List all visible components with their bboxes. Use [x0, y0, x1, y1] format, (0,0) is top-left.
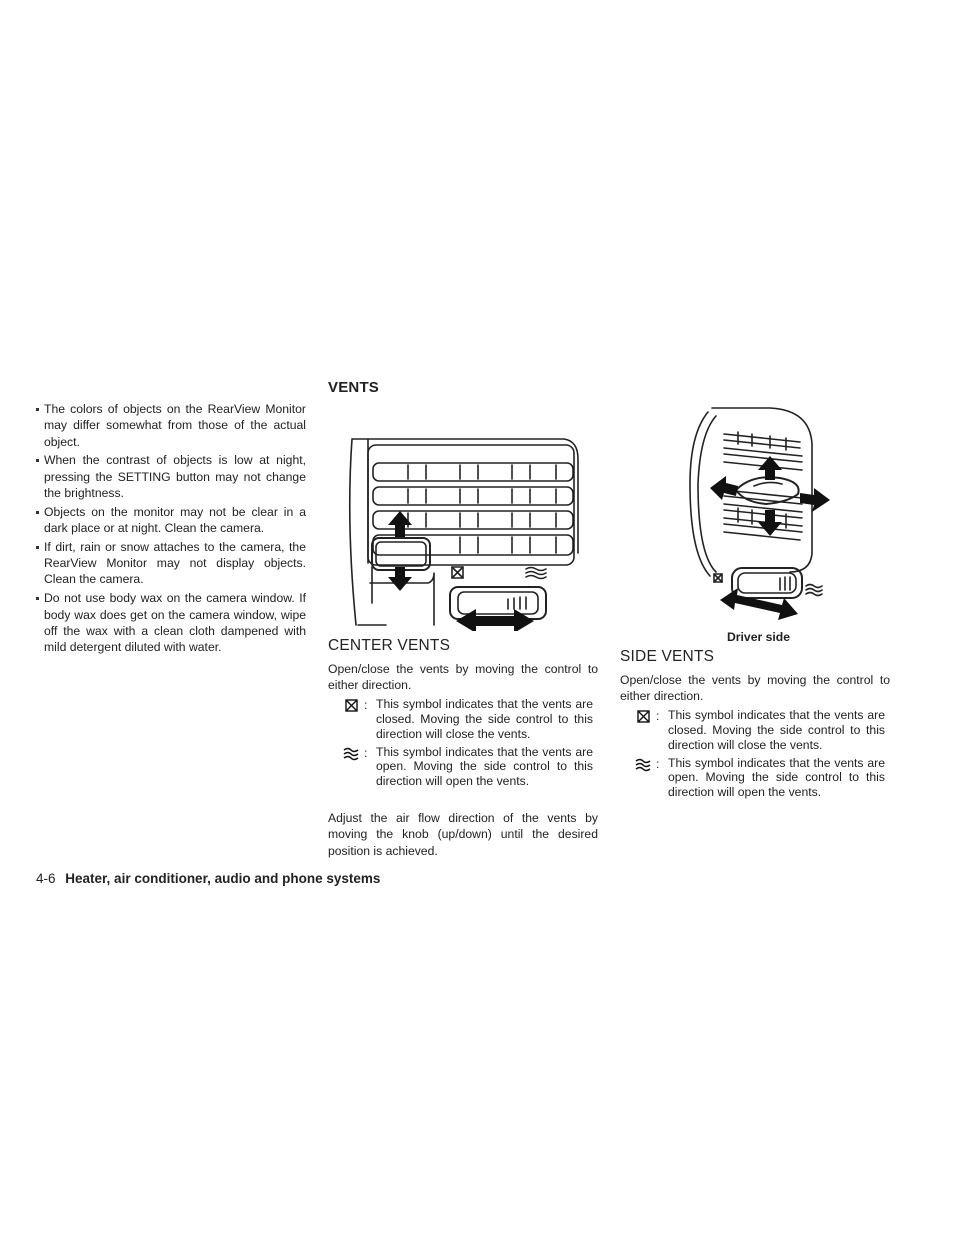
open-symbol-description: This symbol indicates that the vents are open. Moving the side control to this direction will open the vents.: [376, 744, 593, 789]
separator: :: [656, 709, 660, 724]
chapter-title: Heater, air conditioner, audio and phone systems: [65, 871, 381, 886]
list-item: The colors of objects on the RearView Monitor may differ somewhat from those of the actual object.: [36, 401, 306, 450]
open-symbol-description: This symbol indicates that the vents are open. Moving the side control to this direction will open the vents.: [668, 755, 885, 800]
closed-symbol-row: [630, 708, 890, 752]
list-item: Do not use body wax on the camera window. If body wax does get on the camera window, wipe off the wax with a clean cloth dampened with mild detergent diluted with water.: [36, 590, 306, 655]
side-vents-column: [620, 404, 890, 803]
precaution-list: [36, 401, 306, 655]
vent-open-icon: [630, 756, 656, 800]
side-vents-intro: Open/close the vents by moving the control to either direction.: [620, 672, 890, 703]
vent-closed-icon: [630, 708, 656, 752]
side-vents-heading: SIDE VENTS: [620, 648, 715, 666]
list-item: If dirt, rain or snow attaches to the camera, the RearView Monitor may not display objects. Clean the camera.: [36, 539, 306, 588]
figure-caption: Driver side: [726, 630, 790, 644]
center-vents-heading: CENTER VENTS: [328, 637, 451, 655]
closed-symbol-row: [338, 697, 598, 741]
page-number: 4-6: [36, 871, 56, 886]
side-vents-symbol-legend: [630, 708, 890, 800]
list-item: When the contrast of objects is low at night, pressing the SETTING button may not change the brightness.: [36, 452, 306, 501]
separator: :: [364, 745, 368, 760]
separator: :: [364, 698, 368, 713]
open-symbol-row: [630, 756, 890, 800]
closed-symbol-description: This symbol indicates that the vents are closed. Moving the side control to this direction will close the vents.: [668, 708, 885, 752]
adjust-direction-text: Adjust the air flow direction of the vents by moving the knob (up/down) until the desired position is achieved.: [328, 810, 598, 858]
open-symbol-row: [338, 745, 598, 789]
page-footer: [36, 871, 380, 886]
center-vents-symbol-legend: [338, 697, 598, 789]
section-title: VENTS: [328, 379, 380, 396]
side-vent-illustration: [620, 404, 850, 624]
center-vents-intro: Open/close the vents by moving the control to either direction.: [328, 661, 598, 692]
closed-symbol-description: This symbol indicates that the vents are closed. Moving the side control to this direction will close the vents.: [376, 697, 593, 741]
vent-closed-icon: [338, 697, 364, 741]
separator: :: [656, 756, 660, 771]
list-item: Objects on the monitor may not be clear in a dark place or at night. Clean the camera.: [36, 504, 306, 537]
left-column: [36, 401, 306, 658]
center-vents-column: [328, 380, 598, 859]
vent-open-icon: [338, 745, 364, 789]
center-vent-illustration: [328, 403, 588, 631]
